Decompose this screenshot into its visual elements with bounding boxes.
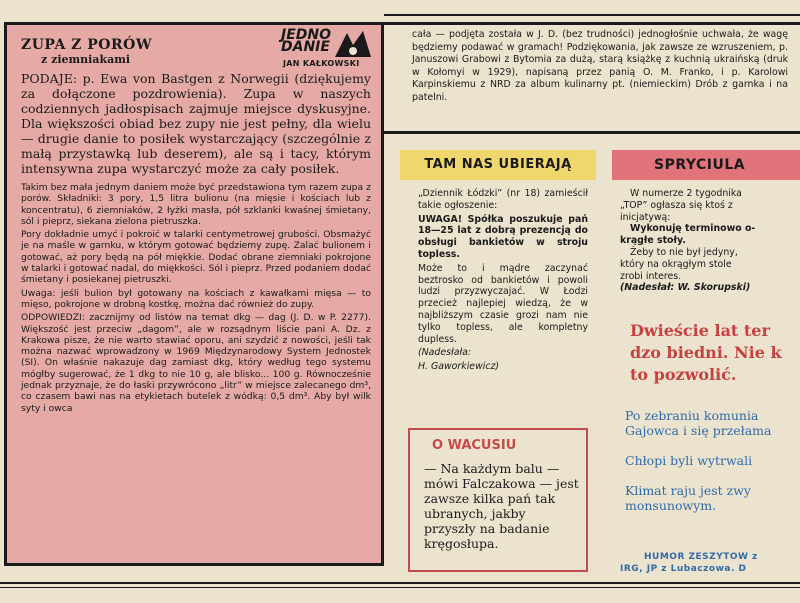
bottom-rule	[0, 582, 800, 584]
box-title: O WACUSIU	[432, 438, 517, 453]
column-line: Żeby to nie był jedyny,	[630, 246, 738, 258]
list-item: Klimat raju jest zwy	[625, 483, 751, 498]
column-line: zrobi interes.	[620, 270, 682, 282]
top-rule	[384, 14, 800, 16]
article-continuation	[384, 22, 800, 134]
column-paragraph: UWAGA! Spółka poszukuje pań 18—25 lat z dobrą prezencją do obsługi bankietów w stroju topless.	[418, 213, 588, 260]
list-item: Chłopi byli wytrwali	[625, 453, 753, 468]
column-line: W numerze 2 tygodnika	[630, 188, 742, 199]
continuation-text: cała — podjęta została w J. D. (bez trudności) jednogłośnie uchwała, że wagę będziemy podawać w gramach! Podziękowania, jak zawsze ze wzruszeniem, p. Januszowi Grabowi z Bytomia za dużą, starą książkę z kuchnią ukraińską (druk w Kołomyi w 1929), napisaną przez panią O. M. Franko, i p. Karolowi Karpinskiemu z NRD za album kulinarny pt. (niemieckim) Drób z garnka i na patelni.	[412, 29, 788, 103]
list-item: Gajowca i się przełama	[625, 423, 772, 438]
column-header: SPRYCIULA	[612, 150, 800, 180]
logo-author: JAN KAŁKOWSKI	[283, 59, 360, 68]
tam-nas-ubieraja-column	[400, 150, 596, 426]
bottom-rule-thin	[0, 587, 800, 588]
column-line: Wykonuję terminowo o-	[630, 223, 756, 235]
red-headline	[630, 320, 800, 400]
signature: (Nadesłał: W. Skorupski)	[620, 282, 751, 294]
column-header: TAM NAS UBIERAJĄ	[400, 150, 596, 180]
article-paragraph: ODPOWIEDZI: zacznijmy od listów na temat dkg — dag (J. D. w P. 2277). Większość jest przeciw „dagom”, ale w rozsądnym liście pani A. Dz. z Krakowa pisze, że nie warto stawiać oporu, ani szydzić z nowości, jeśli tak można nazwać wprowadzony w 1969 Międzynarodowy System Jednostek (SI). On właśnie nakazuje dag zamiast dkg, który według tego systemu mógłby sugerować, że 1 dkg to nie 10 g, ale blisko... 100 g. Równocześnie jednak przyznaje, że do łaski przywrócono „litr” w miejsce zalecanego dm³, co czasem bawi nas na etykietach butelek z wódką: 0,5 dm³. Aby był wilk syty i owca	[21, 312, 371, 414]
column-paragraph: „Dziennik Łódzki” (nr 18) zamieścił takie ogłoszenie:	[418, 188, 588, 211]
column-line: który na okrągłym stole	[620, 258, 732, 270]
column-line: krągłe stoły.	[620, 235, 686, 247]
credit-line: HUMOR ZESZYTÓW z	[644, 552, 758, 562]
headline-line: to pozwolić.	[630, 365, 737, 384]
zupa-article	[4, 22, 384, 566]
list-item: monsunowym.	[625, 498, 717, 513]
headline-line: Dwieście lat ter	[630, 321, 770, 340]
column-body	[400, 180, 596, 373]
list-item: Po zebraniu komunia	[625, 408, 759, 423]
column-paragraph: Może to i mądre zaczynać beztrosko od bankietów i powoli ludzi przyzwyczajać. W Łodzi przecież najlepiej wiedzą, że w najbliższym czasie grozi nam nie tylko topless, ale kompletny dupless.	[418, 262, 588, 345]
credit-line: IRG, JP z Lubaczowa. D	[620, 563, 747, 574]
article-subtitle: z ziemniakami	[41, 53, 131, 66]
article-paragraph: Pory dokładnie umyć i pokroić w talarki centymetrowej grubości. Obsmażyć je na maśle w garnku, w którym gotować będziemy zupę. Zalać bulionem i gotować, aż pory będą na pół miękkie. Dodać obrane ziemniaki pokrojone w talarki i gotować nadal, do miękkości. Sól i pieprz. Przed podaniem dodać śmietany i posiekanej pietruszki.	[21, 229, 371, 286]
logo-text: JEDNO DANIE	[281, 27, 332, 55]
article-title: ZUPA Z PORÓW	[21, 37, 153, 53]
logo-flourish-icon	[333, 29, 373, 59]
article-paragraph: Uwaga: jeśli bulion był gotowany na kościach z kawałkami mięsa — to mięso, pokrojone w drobną kostkę, można dać również do zupy.	[21, 287, 371, 310]
column-body	[612, 180, 800, 294]
article-intro: PODAJE: p. Ewa von Bastgen z Norwegii (dziękujemy za dołączone pozdrowienia). Zupa w naszych codziennych jadłospisach zajmuje miejsce dyskusyjne. Dla większości obiad bez zupy nie jest pełny, dla wielu — drugie danie to posiłek wystarczający (szczególnie z małą przystawką lub deserem), ale są i tacy, którym intensywna zupa wystarczyć może za cały posiłek.	[21, 71, 371, 176]
signature: H. Gaworkiewicz)	[418, 361, 500, 373]
signature: (Nadesłała:	[418, 347, 472, 359]
spryciula-column	[612, 150, 800, 310]
headline-line: dzo biedni. Nie k	[630, 343, 782, 362]
jedno-danie-logo	[281, 29, 373, 71]
box-text: — Na każdym balu — mówi Falczakowa — jest zawsze kilka pań tak ubranych, jakby przyszły na badanie kręgosłupa.	[424, 461, 579, 551]
o-wacusiu-box	[408, 428, 588, 572]
column-line: inicjatywą:	[620, 211, 671, 223]
article-paragraph: Takim bez mała jednym daniem może być przedstawiona tym razem zupa z porów. Składniki: 3 pory, 1,5 litra bulionu (na mięsie i kościach lub z koncentratu), 6 ziemniaków, 2 łyżki masła, pół szklanki kwaśnej śmietany, sól i pieprz, siekana zielona pietruszka.	[21, 182, 371, 227]
column-line: „TOP” ogłasza się ktoś z	[620, 199, 733, 211]
humor-credit	[620, 552, 800, 582]
